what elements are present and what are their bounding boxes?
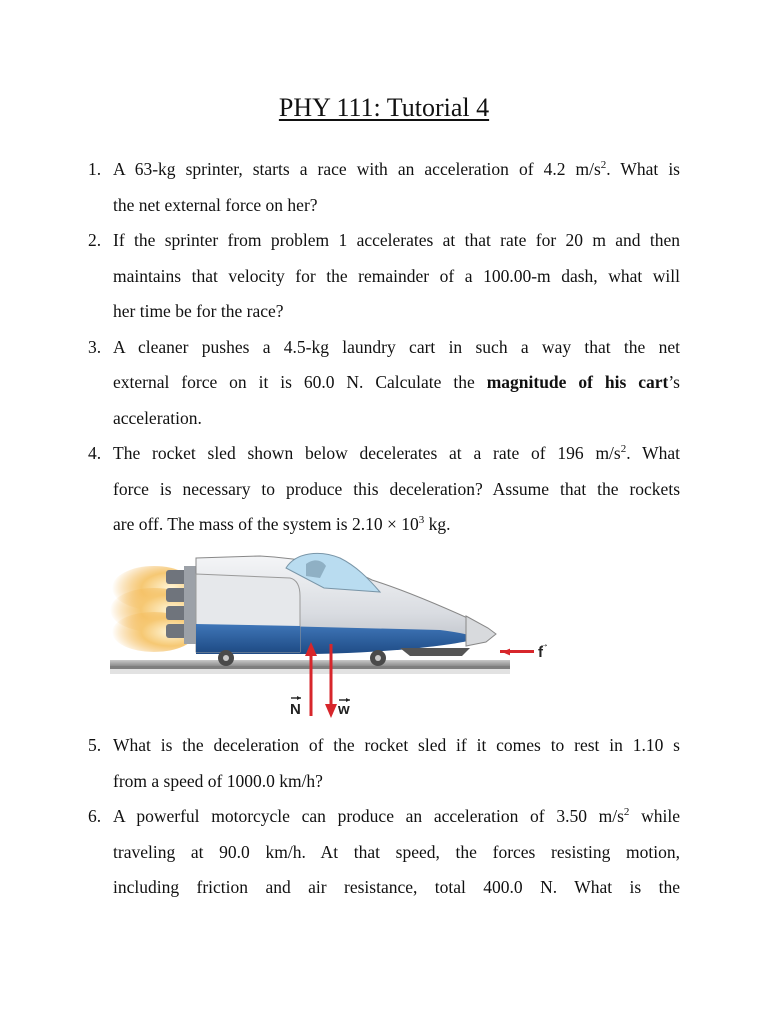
problem-5-line-1: What is the deceleration of the rocket sled if it comes to rest in 1.10 s [113, 735, 680, 755]
problem-6-line-2: traveling at 90.0 km/h. At that speed, the forces resisting motion, [113, 841, 680, 862]
problem-6: 6. A powerful motorcycle can produce an acceleration of 3.50 $m/s^2$ while traveling at 90.0 km/h. At that speed, the forces resisting motion, including friction and air resistance, total 400.0 N. What is the [88, 799, 680, 906]
normal-force-arrow [305, 642, 317, 716]
friction-force-label-text: f [538, 644, 543, 661]
problem-3-line-2: external force on it is 60.0 N. Calculate the magnitude of his cart’s [113, 372, 680, 392]
problem-4-line-3: are off. The mass of the system is $2.10 \times 10^3$ kg. [113, 514, 451, 534]
problem-2-line-1: If the sprinter from problem 1 accelerates at that rate for 20 m and then [113, 230, 680, 250]
problem-4: 4. The rocket sled shown below decelerates at a rate of 196 $m/s^2$. What force is necessary to produce this deceleration? Assume that the rockets are off. The mass of the system is $2.10 \times 10^3$ kg. [88, 436, 680, 543]
rocket-sled-figure [110, 548, 510, 720]
friction-label-outer: → f [538, 639, 549, 661]
problem-6-line-1: A powerful motorcycle can produce an acceleration of 3.50 $m/s^2$ while [113, 806, 680, 826]
problem-list-bottom [88, 728, 680, 906]
problem-3: 3. A cleaner pushes a 4.5-kg laundry cart in such a way that the net external force on it is 60.0 N. Calculate the magnitude of his cart’s acceleration. [88, 330, 680, 437]
problem-1-line-2: the net external force on her? [113, 194, 318, 215]
force-labels [290, 696, 350, 718]
problem-2: 2. If the sprinter from problem 1 accelerates at that rate for 20 m and then maintains that velocity for the remainder of a 100.00-m dash, what will her time be for the race? [88, 223, 680, 330]
problem-4-line-1: The rocket sled shown below decelerates at a rate of 196 $m/s^2$. What [113, 443, 680, 463]
problem-1: 1. A 63-kg sprinter, starts a race with an acceleration of 4.2 $m/s^2$. What is the net external force on her? [88, 152, 680, 223]
problem-2-line-3: her time be for the race? [113, 301, 284, 321]
problem-6-line-3: including friction and air resistance, total 400.0 N. What is the [113, 877, 680, 897]
normal-force-label: N [290, 701, 301, 718]
weight-force-arrow [325, 644, 337, 718]
friction-arrow-outer [500, 650, 534, 653]
problem-list-top [88, 152, 680, 543]
problem-3-line-1: A cleaner pushes a 4.5-kg laundry cart in such a way that the net [113, 336, 680, 357]
rocket-sled-diagram [110, 548, 510, 720]
problem-3-line-3: acceleration. [113, 407, 202, 428]
problem-5: 5. What is the deceleration of the rocket sled if it comes to rest in 1.10 s from a speed of 1000.0 km/h? [88, 728, 680, 799]
weight-force-label: w [338, 701, 350, 718]
sled-body [196, 553, 496, 656]
page-title: PHY 111: Tutorial 4 [278, 93, 490, 122]
problem-5-line-2: from a speed of 1000.0 km/h? [113, 770, 323, 791]
problem-4-line-2: force is necessary to produce this deceleration? Assume that the rockets [113, 478, 680, 499]
problem-1-line-1: A 63-kg sprinter, starts a race with an acceleration of 4.2 $m/s^2$. What is [113, 159, 680, 179]
problem-2-line-2: maintains that velocity for the remainder of a 100.00-m dash, what will [113, 265, 680, 286]
